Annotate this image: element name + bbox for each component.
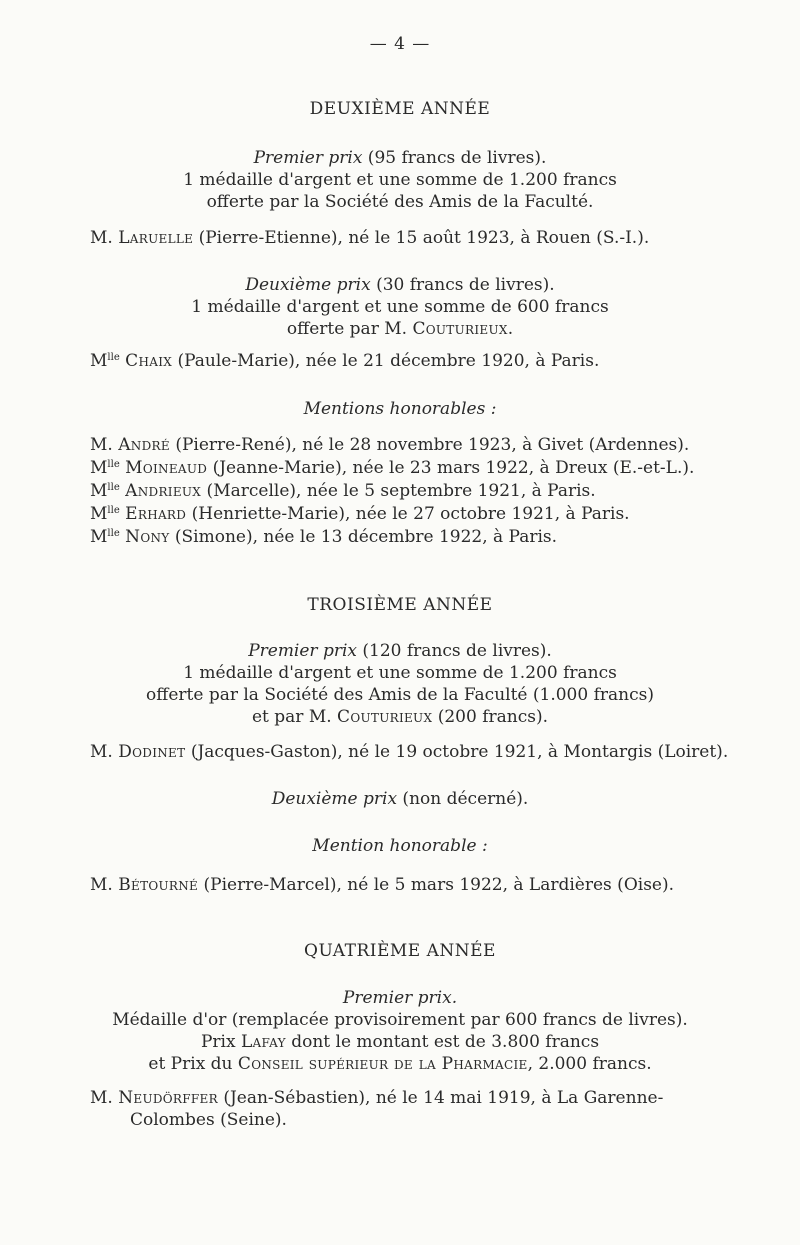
title-prefix: M.	[90, 742, 119, 762]
winner-details: (Pierre-René), né le 28 novembre 1923, à Givet (Ardennes).	[169, 435, 690, 455]
list-item	[90, 480, 730, 503]
prize-block-troisieme-premier	[0, 640, 800, 728]
mentions-list	[90, 434, 730, 549]
mention-title: Mention honorable :	[312, 836, 488, 856]
winner-entry	[90, 227, 730, 249]
prize-title: Deuxième prix	[271, 789, 398, 809]
winner-entry	[90, 741, 730, 763]
title-prefix: M.	[90, 875, 119, 895]
winner-details: (Pierre-Marcel), né le 5 mars 1922, à Lardières (Oise).	[198, 875, 675, 895]
prize-line: offerte par la Société des Amis de la Faculté.	[206, 192, 594, 212]
winner-details: (Pierre-Etienne), né le 15 août 1923, à Rouen (S.-I.).	[193, 228, 650, 248]
prize-title: Premier prix	[253, 148, 363, 168]
winner-entry	[90, 874, 730, 896]
prize-block-deuxieme-deuxieme	[0, 274, 800, 340]
winner-entry	[90, 1087, 730, 1131]
list-item	[90, 434, 730, 457]
winner-name: Nony	[125, 527, 170, 547]
list-item	[90, 526, 730, 549]
title-prefix: M.	[90, 1088, 119, 1108]
prize-line-prefix: et Prix du	[148, 1054, 238, 1074]
winner-name: André	[118, 435, 170, 455]
prize-block-deuxieme-premier	[0, 147, 800, 213]
title-superscript: lle	[107, 528, 120, 539]
title-superscript: lle	[107, 459, 120, 470]
title-prefix: M	[90, 351, 108, 371]
winner-details: (Paule-Marie), née le 21 décembre 1920, à Paris.	[172, 351, 600, 371]
winner-name: Andrieux	[125, 481, 202, 501]
section-heading-troisieme-annee: TROISIÈME ANNÉE	[307, 595, 493, 615]
prize-line-suffix: , 2.000 francs.	[527, 1054, 652, 1074]
prize-line-prefix: et par M.	[251, 707, 338, 727]
title-prefix: M	[90, 481, 108, 501]
prize-line-prefix: Prix	[200, 1032, 241, 1052]
prize-title: Premier prix.	[342, 988, 458, 1008]
prize-line: 1 médaille d'argent et une somme de 1.200 francs	[183, 170, 617, 190]
winner-details-continued: Colombes (Seine).	[130, 1110, 287, 1130]
prize-block-troisieme-deuxieme	[0, 788, 800, 810]
section-heading-quatrieme-annee: QUATRIÈME ANNÉE	[304, 941, 496, 961]
title-prefix: M	[90, 504, 108, 524]
winner-name: Bétourné	[118, 875, 199, 895]
winner-name: Dodinet	[118, 742, 186, 762]
prize-title-detail: (120 francs de livres).	[357, 641, 552, 661]
winner-details: (Simone), née le 13 décembre 1922, à Paris.	[169, 527, 558, 547]
donor-name: Couturieux	[337, 707, 433, 727]
winner-details: (Jean-Sébastien), né le 14 mai 1919, à La Garenne-	[217, 1088, 664, 1108]
prize-title-detail: (non décerné).	[397, 789, 529, 809]
winner-entry	[90, 350, 730, 372]
winner-name: Moineaud	[125, 458, 208, 478]
prize-name: Lafay	[240, 1032, 286, 1052]
prize-block-quatrieme-premier	[0, 987, 800, 1075]
title-superscript: lle	[107, 505, 120, 516]
prize-line: 1 médaille d'argent et une somme de 600 francs	[191, 297, 609, 317]
prize-line-suffix: dont le montant est de 3.800 francs	[285, 1032, 600, 1052]
prize-line: 1 médaille d'argent et une somme de 1.200 francs	[183, 663, 617, 683]
mentions-title: Mentions honorables :	[303, 399, 497, 419]
winner-details: (Jeanne-Marie), née le 23 mars 1922, à Dreux (E.-et-L.).	[207, 458, 695, 478]
list-item	[90, 457, 730, 480]
prize-line-suffix: .	[507, 319, 514, 339]
prize-line: Médaille d'or (remplacée provisoirement par 600 francs de livres).	[112, 1010, 688, 1030]
winner-details: (Jacques-Gaston), né le 19 octobre 1921, à Montargis (Loiret).	[185, 742, 729, 762]
title-prefix: M.	[90, 435, 119, 455]
prize-name: Conseil supérieur de la Pharmacie	[237, 1054, 528, 1074]
prize-title: Deuxième prix	[245, 275, 371, 295]
winner-name: Erhard	[125, 504, 187, 524]
title-prefix: M	[90, 527, 108, 547]
prize-title-detail: (30 francs de livres).	[370, 275, 555, 295]
page-number: — 4 —	[369, 34, 431, 54]
prize-title-detail: (95 francs de livres).	[362, 148, 547, 168]
winner-details: (Marcelle), née le 5 septembre 1921, à Paris.	[201, 481, 596, 501]
prize-line-suffix: (200 francs).	[432, 707, 548, 727]
prize-title: Premier prix	[248, 641, 357, 661]
list-item	[90, 503, 730, 526]
winner-name: Laruelle	[118, 228, 194, 248]
title-superscript: lle	[107, 352, 120, 363]
winner-name: Chaix	[125, 351, 173, 371]
section-heading-deuxieme-annee: DEUXIÈME ANNÉE	[309, 99, 491, 119]
donor-name: Couturieux	[412, 319, 508, 339]
winner-details: (Henriette-Marie), née le 27 octobre 1921, à Paris.	[186, 504, 630, 524]
prize-line: offerte par la Société des Amis de la Faculté (1.000 francs)	[146, 685, 654, 705]
title-superscript: lle	[107, 482, 120, 493]
title-prefix: M	[90, 458, 108, 478]
title-prefix: M.	[90, 228, 119, 248]
prize-line-prefix: offerte par M.	[286, 319, 413, 339]
winner-name: Neudörffer	[118, 1088, 218, 1108]
